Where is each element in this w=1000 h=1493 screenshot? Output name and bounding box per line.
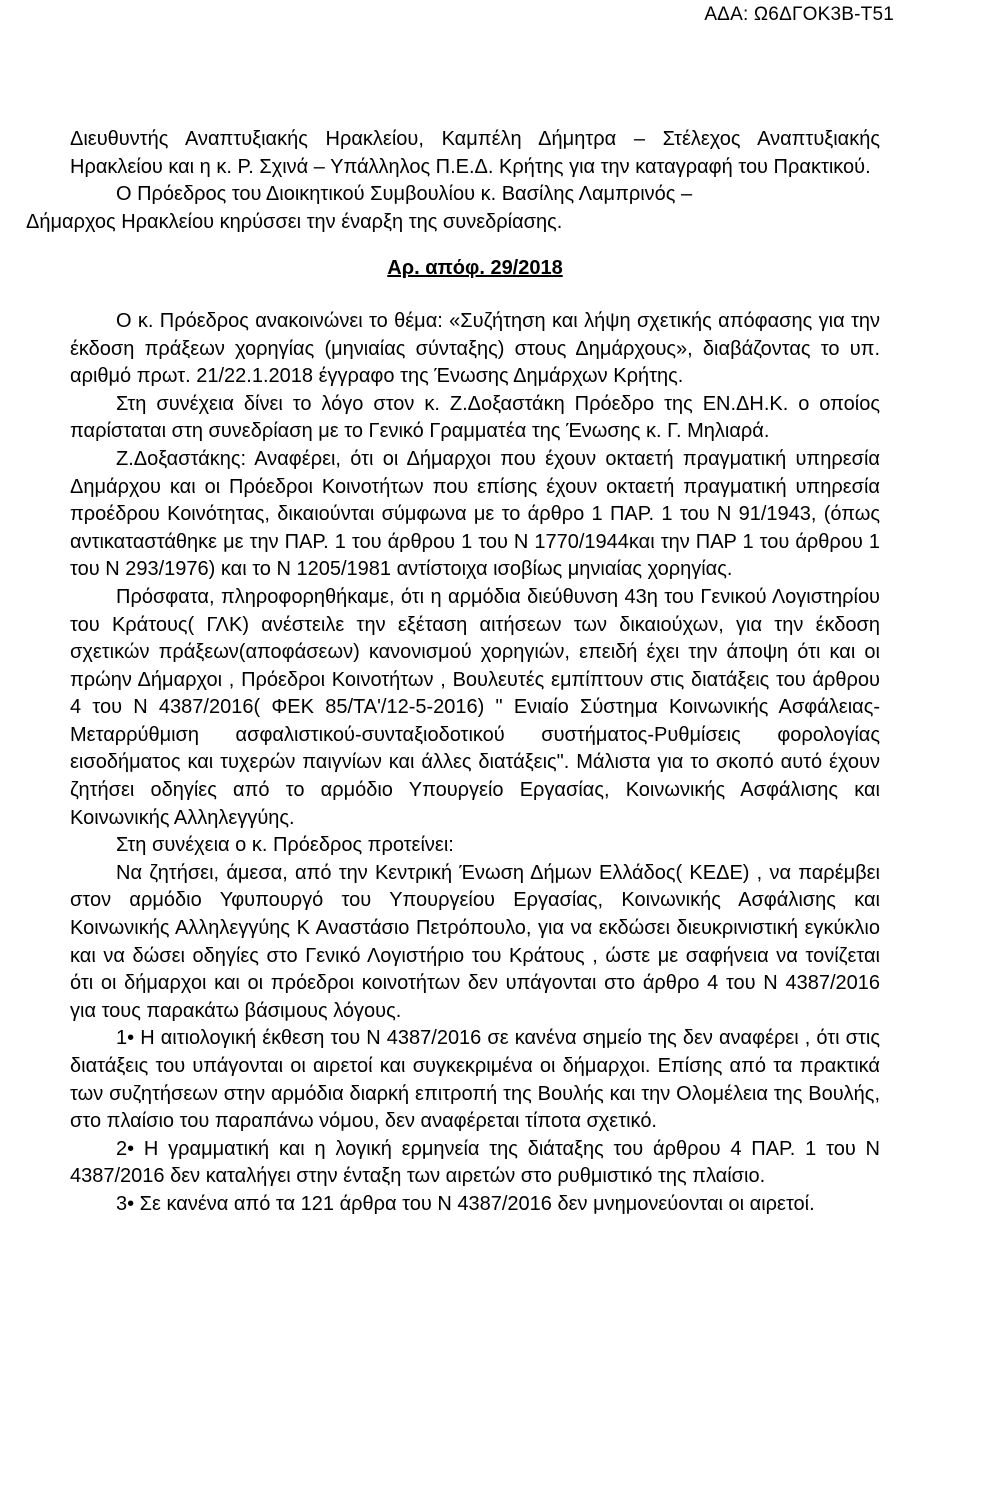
paragraph: Στη συνέχεια δίνει το λόγο στον κ. Ζ.Δοξαστάκη Πρόεδρο της ΕΝ.ΔΗ.Κ. ο οποίος παρίσταται στη συνεδρίαση με το Γενικό Γραμματέα της Ένωσης κ. Γ. Μηλιαρά. — [70, 392, 880, 443]
paragraph: Πρόσφατα, πληροφορηθήκαμε, ότι η αρμόδια διεύθυνση 43η του Γενικού Λογιστηρίου του Κράτους( ΓΛΚ) ανέστειλε την εξέταση αιτήσεων των δικαιούχων, για την έκδοση σχετικών πράξεων(αποφάσεων) κανονισμού χορηγιών, επειδή έχει την άποψη ότι και οι πρώην Δήμαρχοι , Πρόεδροι Κοινοτήτων , Βουλευτές εμπίπτουν στις διατάξεις του άρθρου 4 του Ν 4387/2016( ΦΕΚ 85/ΤΑ'/12-5-2016) " Ενιαίο Σύστημα Κοινωνικής Ασφάλειας-Μεταρρύθμιση ασφαλιστικού-συνταξιοδοτικού συστήματος-Ρυθμίσεις φορολογίας εισοδήματος και τυχερών παιγνίων και άλλες διατάξεις". Μάλιστα για το σκοπό αυτό έχουν ζητήσει οδηγίες από το αρμόδιο Υπουργείο Εργασίας, Κοινωνικής Ασφάλισης και Κοινωνικής Αλληλεγγύης. — [70, 585, 880, 829]
intro-paragraph: Διευθυντής Αναπτυξιακής Ηρακλείου, Καμπέλη Δήμητρα – Στέλεχος Αναπτυξιακής Ηρακλείου και η κ. Ρ. Σχινά – Υπάλληλος Π.Ε.Δ. Κρήτης για την καταγραφή του Πρακτικού. — [70, 128, 880, 178]
decision-title: Αρ. απόφ. 29/2018 — [387, 257, 563, 280]
list-item: 2• Η γραμματική και η λογική ερμηνεία της διάταξης του άρθρου 4 ΠΑΡ. 1 του Ν 4387/2016 δεν καταλήγει στην ένταξη των αιρετών στο ρυθμιστικό της πλαίσιο. — [70, 1137, 880, 1188]
paragraph: Να ζητήσει, άμεσα, από την Κεντρική Ένωση Δήμων Ελλάδος( ΚΕΔΕ) , να παρέμβει στον αρμόδιο Υφυπουργό του Υπουργείου Εργασίας, Κοινωνικής Ασφάλισης και Κοινωνικής Αλληλεγγύης Κ Αναστάσιο Πετρόπουλο, για να εκδώσει διευκρινιστική εγκύκλιο και να δώσει οδηγίες στο Γενικό Λογιστήριο του Κράτους , ώστε με σαφήνεια να τονίζεται ότι οι δήμαρχοι και οι πρόεδροι κοινοτήτων δεν υπάγονται στο άρθρο 4 του Ν 4387/2016 για τους παρακάτω βάσιμους λόγους. — [70, 861, 880, 1022]
chair-line-continued: Δήμαρχος Ηρακλείου κηρύσσει την έναρξη της συνεδρίασης. — [26, 210, 563, 233]
list-item: 1• Η αιτιολογική έκθεση του Ν 4387/2016 σε κανένα σημείο της δεν αναφέρει , ότι στις διατάξεις του υπάγονται οι αιρετοί και συγκεκριμένα οι δήμαρχοι. Επίσης από τα πρακτικά των συζητήσεων στην αρμόδια διαρκή επιτροπή της Βουλής και την Ολομέλεια της Βουλής, στο πλαίσιο του παραπάνω νόμου, δεν αναφέρεται τίποτα σχετικό. — [70, 1027, 880, 1133]
list-item: 3• Σε κανένα από τα 121 άρθρα του Ν 4387/2016 δεν μνημονεύονται οι αιρετοί. — [116, 1192, 815, 1215]
chair-line: Ο Πρόεδρος του Διοικητικού Συμβουλίου κ. Βασίλης Λαμπρινός – — [116, 183, 693, 206]
ada-code: ΑΔΑ: Ω6ΔΓΟΚ3Β-Τ51 — [704, 4, 894, 25]
paragraph: Στη συνέχεια ο κ. Πρόεδρος προτείνει: — [116, 834, 454, 857]
paragraph: Ζ.Δοξαστάκης: Αναφέρει, ότι οι Δήμαρχοι που έχουν οκταετή πραγματική υπηρεσία Δημάρχου και οι Πρόεδροι Κοινοτήτων που επίσης έχουν οκταετή πραγματική υπηρεσία προέδρου Κοινότητας, δικαιούνται σύμφωνα με το άρθρο 1 ΠΑΡ. 1 του Ν 91/1943, (όπως αντικαταστάθηκε με την ΠΑΡ. 1 του άρθρου 1 του Ν 1770/1944και την ΠΑΡ 1 του άρθρου 1 του Ν 293/1976) και το Ν 1205/1981 αντίστοιχα ισοβίως μηνιαίας χορηγίας. — [70, 447, 880, 581]
paragraph: Ο κ. Πρόεδρος ανακοινώνει το θέμα: «Συζήτηση και λήψη σχετικής απόφασης για την έκδοση πράξεων χορηγίας (μηνιαίας σύνταξης) στους Δημάρχους», διαβάζοντας το υπ. αριθμό πρωτ. 21/22.1.2018 έγγραφο της Ένωσης Δημάρχων Κρήτης. — [70, 309, 880, 388]
document-body — [26, 126, 880, 1219]
